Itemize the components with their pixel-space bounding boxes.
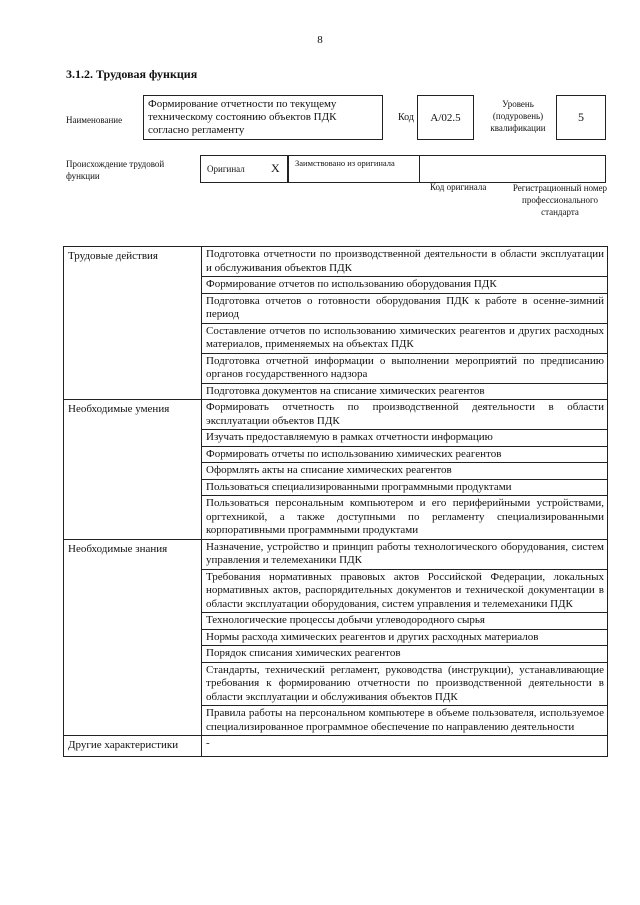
section-title: 3.1.2. Трудовая функция (66, 67, 198, 81)
group-item: Подготовка отчетности по производственной деятельности в области эксплуатации и обслуживания объектов ПДК (202, 247, 608, 277)
group-item: Изучать предоставляемую в рамках отчетности информацию (202, 430, 608, 447)
group-item: Стандарты, технический регламент, руководства (инструкции), устанавливающие требования к формированию отчетности по производственной деятельности в области эксплуатации и обслуживания объектов ПДК (202, 662, 608, 706)
function-name-box: Формирование отчетности по текущему техническому состоянию объектов ПДК согласно регламенту (143, 95, 383, 140)
group-item: Подготовка отчетов о готовности оборудования ПДК к работе в осенне-зимний период (202, 293, 608, 323)
group-item: Пользоваться персональным компьютером и его периферийными устройствами, оргтехникой, а также доступными по регламенту специализированными корпоративными программными продуктами (202, 496, 608, 540)
group-item: Подготовка документов на списание химических реагентов (202, 383, 608, 400)
code-original-cell (420, 155, 508, 183)
code-label: Код (398, 112, 414, 123)
original-cell (200, 155, 288, 183)
group-title: Необходимые знания (64, 539, 202, 736)
code-original-label: Код оригинала (430, 182, 487, 192)
page-number: 8 (317, 34, 323, 46)
reg-number-cell (508, 155, 606, 183)
group-item: Формирование отчетов по использованию оборудования ПДК (202, 277, 608, 294)
origin-label: Происхождение трудовой функции (66, 159, 165, 181)
group-item: Составление отчетов по использованию химических реагентов и других расходных материалов, применяемых на объектах ПДК (202, 323, 608, 353)
group-title: Трудовые действия (64, 247, 202, 400)
group-item: Пользоваться специализированными программными продуктами (202, 479, 608, 496)
group-item: Технологические процессы добычи углеводородного сырья (202, 613, 608, 630)
name-label: Наименование (66, 115, 123, 125)
group-item: Подготовка отчетной информации о выполнении мероприятий по предписанию органов государственного надзора (202, 353, 608, 383)
group-item: Нормы расхода химических реагентов и других расходных материалов (202, 629, 608, 646)
group-item: Формировать отчеты по использованию химических реагентов (202, 446, 608, 463)
table-row (64, 400, 608, 430)
group-item: Правила работы на персональном компьютере в объеме пользователя, используемое специализированное программное обеспечение по направлению деятельности (202, 706, 608, 736)
table-row (64, 247, 608, 277)
group-item: Формировать отчетность по производственной деятельности в области эксплуатации объектов ПДК (202, 400, 608, 430)
original-label: Оригинал (207, 164, 245, 174)
group-item: Назначение, устройство и принцип работы технологического оборудования, систем управления и телемеханики ПДК (202, 539, 608, 569)
table-row (64, 539, 608, 569)
code-box: A/02.5 (417, 95, 474, 140)
group-title: Другие характеристики (64, 736, 202, 757)
original-mark: X (271, 161, 280, 175)
reg-number-label: Регистрационный номер профессионального стандарта (512, 183, 608, 217)
group-item: Оформлять акты на списание химических реагентов (202, 463, 608, 480)
group-title: Необходимые умения (64, 400, 202, 540)
level-label: Уровень (подуровень) квалификации (490, 99, 546, 133)
table-row (64, 736, 608, 757)
level-box: 5 (556, 95, 606, 140)
group-item: Порядок списания химических реагентов (202, 646, 608, 663)
group-item: - (202, 736, 608, 757)
borrowed-cell: Заимствовано из оригинала (288, 155, 420, 183)
function-table (63, 246, 608, 757)
group-item: Требования нормативных правовых актов Российской Федерации, локальных нормативных актов, распорядительных документов и технической документации в области эксплуатации оборудования, систем управления и телемеханики ПДК (202, 569, 608, 613)
